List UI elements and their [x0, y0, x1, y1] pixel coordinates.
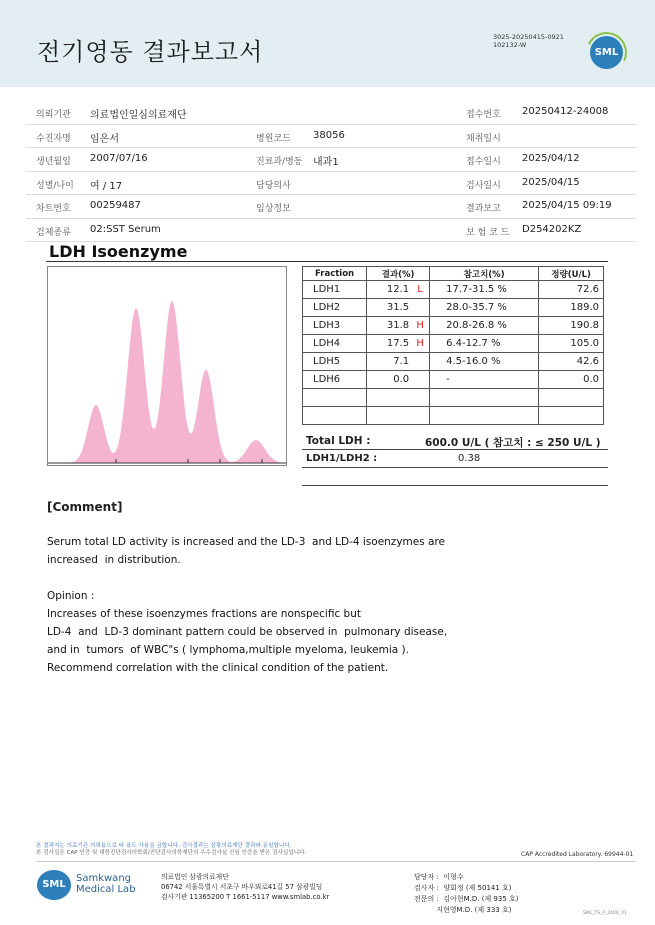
- footer-org-name: 의료법인 삼광의료재단: [161, 873, 229, 881]
- fraction-name: LDH4: [303, 335, 367, 353]
- info-label: 담당의사: [256, 180, 291, 191]
- info-value: 의료법인일심의료재단: [90, 110, 187, 121]
- info-label: 성별/나이: [36, 180, 74, 191]
- result-value: 7.1: [393, 356, 410, 367]
- ldh-ratio-label: LDH1/LDH2 :: [306, 453, 378, 464]
- info-label: 생년월일: [36, 157, 71, 167]
- footer-notice-line1: 본 결과지는 의료기관 의뢰용으로 타 용도 사용을 금합니다. 검사결과는 삼광의료재단 결과와 동일합니다.: [36, 843, 292, 849]
- result-cell: [367, 281, 430, 299]
- info-value: 임은서: [90, 133, 119, 145]
- info-value: 00259487: [90, 200, 141, 211]
- form-code: SML_TS_P_2406_V1: [583, 911, 627, 916]
- results-table: [302, 266, 604, 425]
- result-row: [303, 317, 604, 335]
- result-flag: H: [416, 338, 424, 349]
- fraction-name: LDH6: [303, 371, 367, 389]
- result-value: 0.0: [393, 374, 410, 385]
- info-label: 임상정보: [256, 204, 291, 214]
- info-label: 결과보고: [466, 204, 501, 214]
- info-value: 2025/04/12: [522, 153, 580, 164]
- quantity-value: 0.0: [539, 371, 604, 389]
- result-cell: [367, 371, 430, 389]
- header-fraction: Fraction: [303, 267, 367, 281]
- info-label: 수진자명: [36, 133, 71, 144]
- fraction-name: LDH1: [303, 281, 367, 299]
- results-header-row: [303, 267, 604, 281]
- info-row: [26, 195, 636, 219]
- fraction-name: LDH5: [303, 353, 367, 371]
- empty-cell: [367, 407, 430, 425]
- quantity-value: 190.8: [539, 317, 604, 335]
- quantity-value: 72.6: [539, 281, 604, 299]
- reference-range: 20.8-26.8 %: [430, 317, 539, 335]
- footer-divider: [36, 861, 636, 862]
- ldh-ratio-value: 0.38: [458, 453, 481, 464]
- info-label: 차트번호: [36, 204, 71, 214]
- patient-info-table: [26, 101, 636, 242]
- ldh-ratio-row: [302, 450, 608, 468]
- info-label: 채취일시: [466, 133, 501, 144]
- result-flag: L: [417, 284, 423, 295]
- info-label: 접수번호: [466, 110, 501, 120]
- fraction-name: LDH2: [303, 299, 367, 317]
- info-label: 검사일시: [466, 180, 501, 191]
- header-reference: 참고치(%): [430, 267, 539, 281]
- total-ldh-value: 600.0 U/L ( 참고치 : ≤ 250 U/L ): [425, 437, 601, 449]
- info-value: D254202KZ: [522, 223, 582, 235]
- empty-cell: [430, 389, 539, 407]
- info-row: [26, 172, 636, 196]
- empty-cell: [303, 407, 367, 425]
- info-row: [26, 148, 636, 172]
- comment-text: Serum total LD activity is increased and the LD-3 and LD-4 isoenzymes are increased in distribution. Opinion : Increases of these isoenzymes fractions are nonspecific but LD-4 and LD-3 dominant pattern could be observed in pulmonary disease, and in tumors of WBC"s ( lymphoma,multiple myeloma, leukemia ). Recommend correlation with the clinical condition of the patient.: [47, 536, 448, 674]
- info-value: 02:SST Serum: [90, 223, 161, 235]
- result-row: [303, 281, 604, 299]
- info-value: 여 / 17: [90, 180, 123, 192]
- cap-accreditation: CAP Accredited Laboratory. 69944-01: [521, 851, 634, 858]
- result-cell: [367, 317, 430, 335]
- section-title: LDH Isoenzyme: [49, 242, 188, 261]
- info-value: 2025/04/15: [522, 176, 580, 188]
- result-cell: [367, 335, 430, 353]
- empty-row: [303, 407, 604, 425]
- result-value: 17.5: [386, 338, 410, 349]
- footer-organization: [161, 872, 329, 902]
- footer-org-address: 06742 서울특별시 서초구 바우뫼로41길 57 삼광빌딩: [161, 883, 323, 891]
- section-divider: [46, 261, 608, 262]
- result-cell: [367, 353, 430, 371]
- empty-cell: [303, 389, 367, 407]
- footer-staff: 담당자 : 이형수 검사자 : 양회정 (제 50141 호) 전문의 : 김아현M.D. (제 935 호) 지현영M.D. (제 333 호): [414, 873, 519, 914]
- footer-org-contact: 검사기관 11365200 T 1661-5117 www.smlab.co.kr: [161, 893, 330, 901]
- info-label: 의뢰기관: [36, 110, 71, 120]
- document-id-line2: 102132-W: [493, 41, 527, 49]
- footer-notice: [36, 843, 306, 857]
- result-flag: H: [416, 320, 424, 331]
- footer-notice-line2: 본 검사실은 CAP 인증 및 대한진단검사의학회/진단검사의학재단의 우수검사실 신임 인증을 받은 검사실입니다.: [36, 850, 307, 856]
- empty-row: [303, 389, 604, 407]
- report-title: 전기영동 결과보고서: [37, 38, 264, 66]
- footer-logo: [37, 870, 71, 900]
- info-value: 20250412-24008: [522, 106, 609, 117]
- footer-logo-mark: SML: [37, 870, 71, 900]
- info-label: 보 험 코 드: [466, 227, 510, 238]
- info-value: 내과1: [313, 157, 339, 168]
- sml-logo: SML: [590, 36, 623, 69]
- header-quantity: 정량(U/L): [539, 267, 604, 281]
- reference-range: 4.5-16.0 %: [430, 353, 539, 371]
- electrophoresis-curve: [48, 267, 286, 465]
- result-row: [303, 335, 604, 353]
- info-value: 38056: [313, 129, 345, 141]
- reference-range: -: [430, 371, 539, 389]
- fraction-name: LDH3: [303, 317, 367, 335]
- footer-brand-line2: Medical Lab: [76, 884, 136, 895]
- info-row: [26, 219, 636, 243]
- result-value: 12.1: [386, 284, 410, 295]
- quantity-value: 42.6: [539, 353, 604, 371]
- info-label: 병원코드: [256, 133, 291, 144]
- report-header: [0, 0, 655, 87]
- total-ldh-label: Total LDH :: [306, 435, 371, 447]
- info-label: 검체종류: [36, 227, 71, 238]
- comment-title: [Comment]: [47, 500, 123, 514]
- empty-cell: [539, 389, 604, 407]
- total-ldh-row: [302, 432, 608, 450]
- info-value: 2025/04/15 09:19: [522, 200, 612, 211]
- info-value: 2007/07/16: [90, 153, 148, 164]
- blank-row: [302, 468, 608, 486]
- result-row: [303, 371, 604, 389]
- quantity-value: 189.0: [539, 299, 604, 317]
- header-result: 결과(%): [367, 267, 430, 281]
- empty-cell: [367, 389, 430, 407]
- total-section: [302, 432, 608, 486]
- result-value: 31.8: [386, 320, 410, 331]
- empty-cell: [430, 407, 539, 425]
- document-id-line1: 3025-20250415-0921: [493, 33, 564, 41]
- info-label: 접수일시: [466, 157, 501, 167]
- electrophoresis-graph: [47, 266, 287, 466]
- result-value: 31.5: [386, 302, 410, 313]
- result-row: [303, 353, 604, 371]
- info-row: [26, 125, 636, 149]
- result-row: [303, 299, 604, 317]
- result-cell: [367, 299, 430, 317]
- info-label: 진료과/병동: [256, 157, 303, 167]
- reference-range: 17.7-31.5 %: [430, 281, 539, 299]
- reference-range: 28.0-35.7 %: [430, 299, 539, 317]
- empty-cell: [539, 407, 604, 425]
- quantity-value: 105.0: [539, 335, 604, 353]
- densitometry-curve: [48, 301, 286, 463]
- footer-brand: [76, 873, 136, 895]
- footer-brand-line1: Samkwang: [76, 873, 131, 884]
- reference-range: 6.4-12.7 %: [430, 335, 539, 353]
- info-row: [26, 101, 636, 125]
- document-id: [493, 33, 564, 49]
